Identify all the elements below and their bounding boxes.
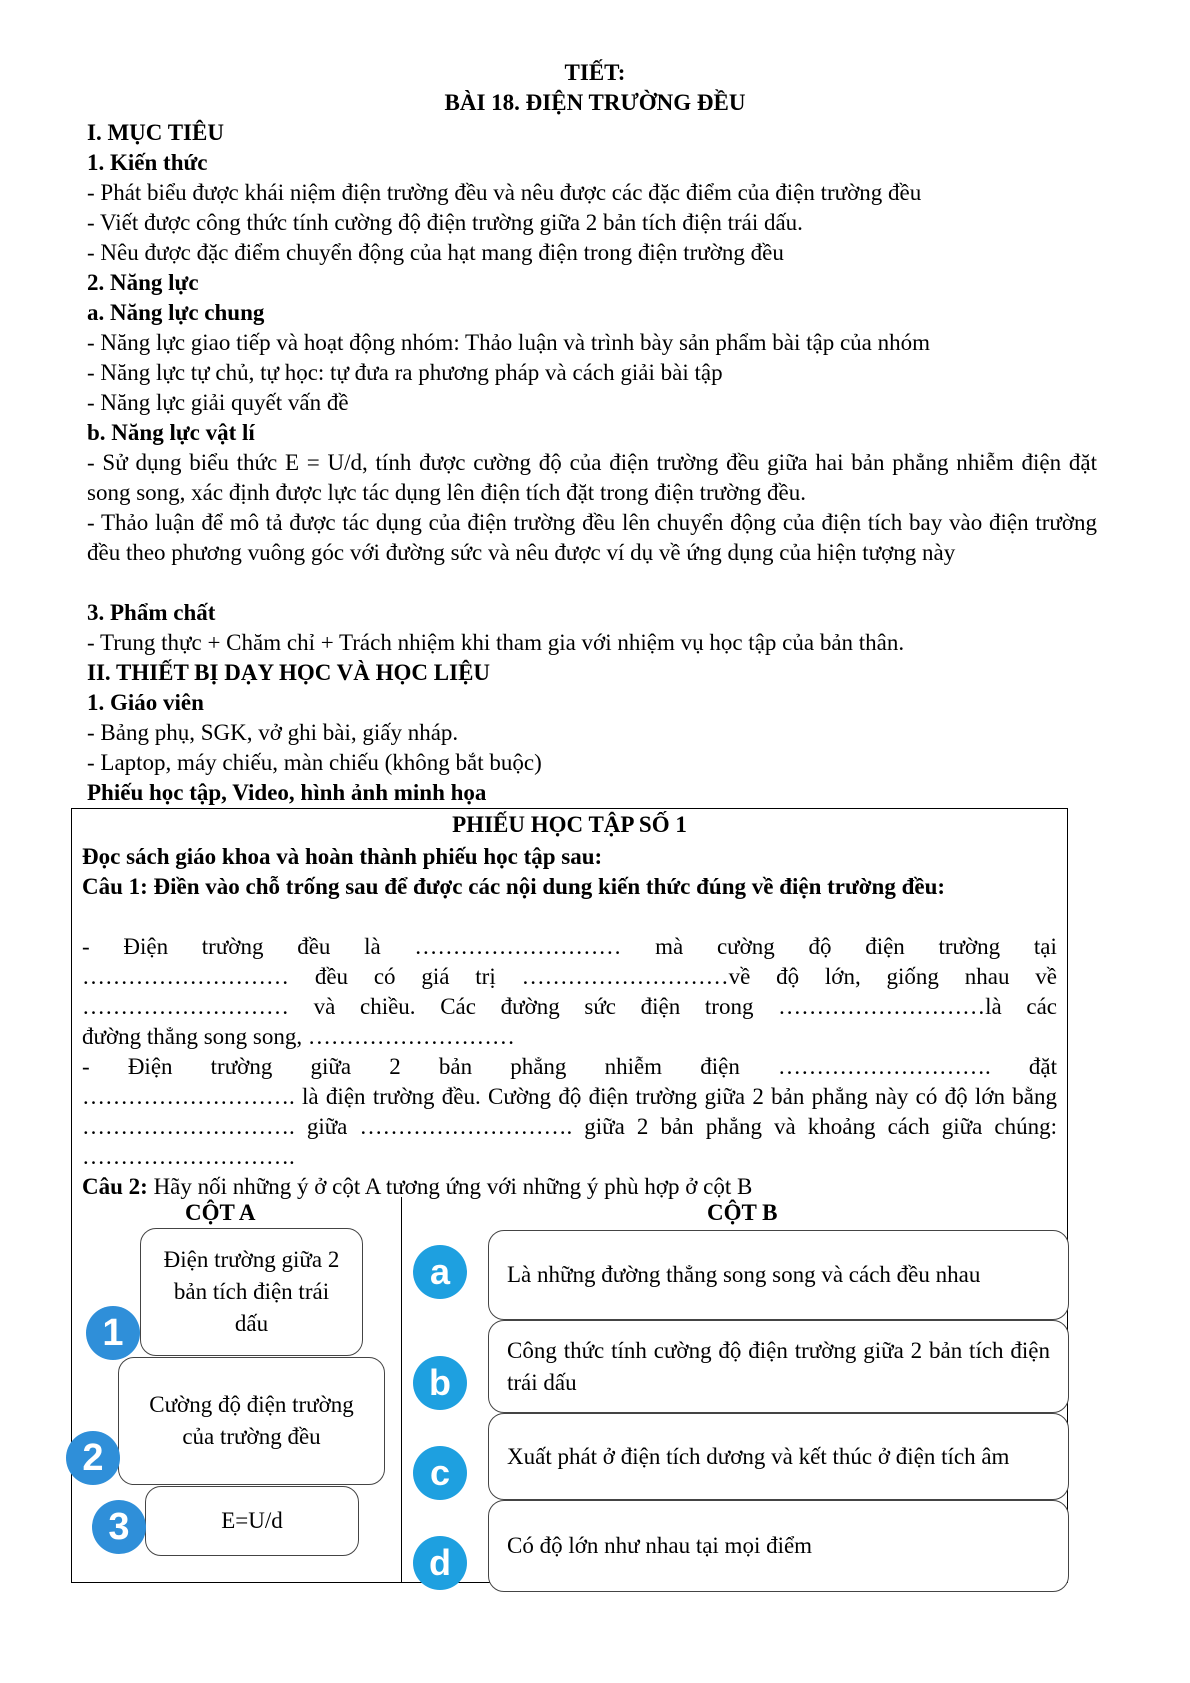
number-3-icon: 3 [92, 1500, 146, 1554]
fill-word: trị [475, 964, 496, 989]
quality-text: - Trung thực + Chăm chỉ + Trách nhiệm khi tham gia với nhiệm vụ học tập của bản thân. [87, 630, 905, 655]
fill-word: ……………………… [82, 994, 289, 1019]
fill-line-1 [82, 932, 1057, 962]
question-2 [82, 1172, 1057, 1202]
physics-ability-paragraph: - Thảo luận để mô tả được tác dụng của điện trường đều lên chuyển động của điện tích bay vào điện trường đều theo phương vuông góc với đường sức và nêu được ví dụ về ứng dụng của hiện tượng này [87, 510, 1097, 565]
fill-word: là [364, 934, 381, 959]
fill-word: điện [865, 934, 905, 959]
column-b-item-text: Xuất phát ở điện tích dương và kết thúc ở điện tích âm [507, 1443, 1010, 1469]
fill-line-3 [82, 992, 1057, 1022]
question-2-text: Hãy nối những ý ở cột A tương ứng với những ý phù hợp ở cột B [147, 1174, 753, 1199]
fill-word: ……………………… [414, 934, 622, 959]
column-b-item-c[interactable] [488, 1413, 1069, 1500]
column-b-item-text: Là những đường thẳng song song và cách đều nhau [507, 1262, 981, 1287]
column-divider [401, 1197, 402, 1583]
fill-word: độ [808, 934, 832, 959]
fill-word: giá [421, 964, 450, 989]
column-b-heading: CỘT B [707, 1200, 778, 1225]
column-b-item-text: Có độ lớn như nhau tại mọi điểm [507, 1533, 813, 1558]
fill-word: 2 [389, 1054, 401, 1079]
fill-word: đường [500, 994, 560, 1019]
fill-word: tại [1033, 934, 1057, 959]
column-b-item-a[interactable] [488, 1230, 1069, 1320]
fill-word: Điện [127, 1054, 173, 1079]
column-a-item-text: E=U/d [221, 1508, 283, 1533]
fill-word: các [1026, 994, 1057, 1019]
fill-word: đặt [1028, 1054, 1057, 1079]
fill-rest-paragraph: ………………………. là điện trường đều. Cường độ điện trường giữa 2 bản phẳng này có độ lớn bằng ………………………. giữa ………………………. giữa 2 bản phẳng và khoảng cách giữa chúng: ………………………. [82, 1084, 1057, 1169]
physics-ability-heading: b. Năng lực vật lí [87, 420, 255, 445]
section1-heading: I. MỤC TIÊU [87, 120, 224, 145]
fill-word: ………………………. [777, 1054, 991, 1079]
fill-word: phẳng [510, 1054, 567, 1079]
fill-word: - [82, 1054, 90, 1079]
question-2-label: Câu 2: [82, 1174, 148, 1199]
fill-word: sức [584, 994, 617, 1019]
letter-b-icon: b [413, 1356, 467, 1410]
fill-line-2 [82, 962, 1057, 992]
knowledge-item: - Viết được công thức tính cường độ điện trường giữa 2 bản tích điện trái dấu. [87, 210, 803, 235]
fill-word: về [1035, 964, 1057, 989]
letter-c-icon: c [413, 1446, 467, 1500]
fill-word: chiều. [360, 994, 416, 1019]
fill-word: nhau [964, 964, 1010, 989]
teacher-item: - Laptop, máy chiếu, màn chiếu (không bắt buộc) [87, 750, 542, 775]
letter-a-icon: a [413, 1245, 467, 1299]
fill-word: Các [440, 994, 476, 1019]
fill-word: đều [297, 934, 331, 959]
fill-word: và [313, 994, 336, 1019]
physics-ability-paragraph: - Sử dụng biểu thức E = U/d, tính được cường độ của điện trường đều giữa hai bản phẳng nhiễm điện đặt song song, xác định được lực tác dụng lên điện tích đặt trong điện trường đều. [87, 450, 1097, 505]
number-2-icon: 2 [66, 1431, 120, 1485]
column-a-heading: CỘT A [185, 1200, 256, 1225]
general-ability-heading: a. Năng lực chung [87, 300, 265, 325]
fill-word: bản [438, 1054, 473, 1079]
fill-word: ……………………… [82, 964, 289, 989]
fill-word: Điện [123, 934, 169, 959]
quality-heading: 3. Phẩm chất [87, 600, 216, 625]
column-b-item-b[interactable] [488, 1320, 1069, 1413]
general-ability-item: - Năng lực giải quyết vấn đề [87, 390, 349, 415]
fill-word: trường [938, 934, 1001, 959]
column-b-item-d[interactable] [488, 1500, 1069, 1592]
question-1: Câu 1: Điền vào chỗ trống sau để được các nội dung kiến thức đúng về điện trường đều: [82, 874, 946, 899]
fill-word: mà [655, 934, 684, 959]
lesson-title: BÀI 18. ĐIỆN TRƯỜNG ĐỀU [444, 90, 746, 115]
general-ability-item: - Năng lực tự chủ, tự học: tự đưa ra phương pháp và cách giải bài tập [87, 360, 723, 385]
tiet-label: TIẾT: [564, 60, 626, 85]
fill-word: - [82, 934, 90, 959]
column-a-item-2[interactable] [118, 1357, 385, 1485]
fill-word: trường [201, 934, 264, 959]
section2-heading: II. THIẾT BỊ DẠY HỌC VÀ HỌC LIỆU [87, 660, 491, 685]
fill-word: lớn, [824, 964, 861, 989]
worksheet-instruction: Đọc sách giáo khoa và hoàn thành phiếu học tập sau: [82, 844, 603, 869]
letter-d-icon: d [413, 1536, 467, 1590]
fill-word: điện [700, 1054, 740, 1079]
fill-word: đều [314, 964, 349, 989]
fill-word: trong [704, 994, 754, 1019]
column-a-item-1[interactable] [140, 1228, 363, 1356]
column-b-item-text: Công thức tính cường độ điện trường giữa 2 bản tích điện trái dấu [507, 1337, 1050, 1395]
fill-word: trường [210, 1054, 273, 1079]
fill-line-5 [82, 1052, 1057, 1082]
worksheet-title: PHIẾU HỌC TẬP SỐ 1 [452, 812, 687, 837]
column-a-item-3[interactable] [145, 1486, 359, 1556]
materials-label: Phiếu học tập, Video, hình ảnh minh họa [87, 780, 487, 805]
knowledge-item: - Phát biểu được khái niệm điện trường đều và nêu được các đặc điểm của điện trường đều [87, 180, 922, 205]
fill-word: có [373, 964, 396, 989]
column-a-item-text: Điện trường giữa 2 bản tích điện trái dấu [163, 1247, 340, 1336]
ability-heading: 2. Năng lực [87, 270, 199, 295]
teacher-heading: 1. Giáo viên [87, 690, 204, 715]
column-a-item-text: Cường độ điện trường của trường đều [149, 1392, 354, 1449]
fill-word: giống [886, 964, 939, 989]
fill-word: cường [716, 934, 775, 959]
number-1-icon: 1 [86, 1306, 140, 1360]
fill-word: ………………………là [778, 994, 1002, 1019]
fill-word: giữa [310, 1054, 352, 1079]
fill-word: điện [640, 994, 681, 1019]
knowledge-heading: 1. Kiến thức [87, 150, 208, 175]
fill-word: ………………………về [521, 964, 751, 989]
fill-word: nhiễm [604, 1054, 663, 1079]
teacher-item: - Bảng phụ, SGK, vở ghi bài, giấy nháp. [87, 720, 459, 745]
fill-word: độ [776, 964, 800, 989]
fill-line-4: đường thẳng song song, ……………………… [82, 1024, 515, 1049]
general-ability-item: - Năng lực giao tiếp và hoạt động nhóm: Thảo luận và trình bày sản phẩm bài tập của nhóm [87, 330, 931, 355]
knowledge-item: - Nêu được đặc điểm chuyển động của hạt mang điện trong điện trường đều [87, 240, 784, 265]
